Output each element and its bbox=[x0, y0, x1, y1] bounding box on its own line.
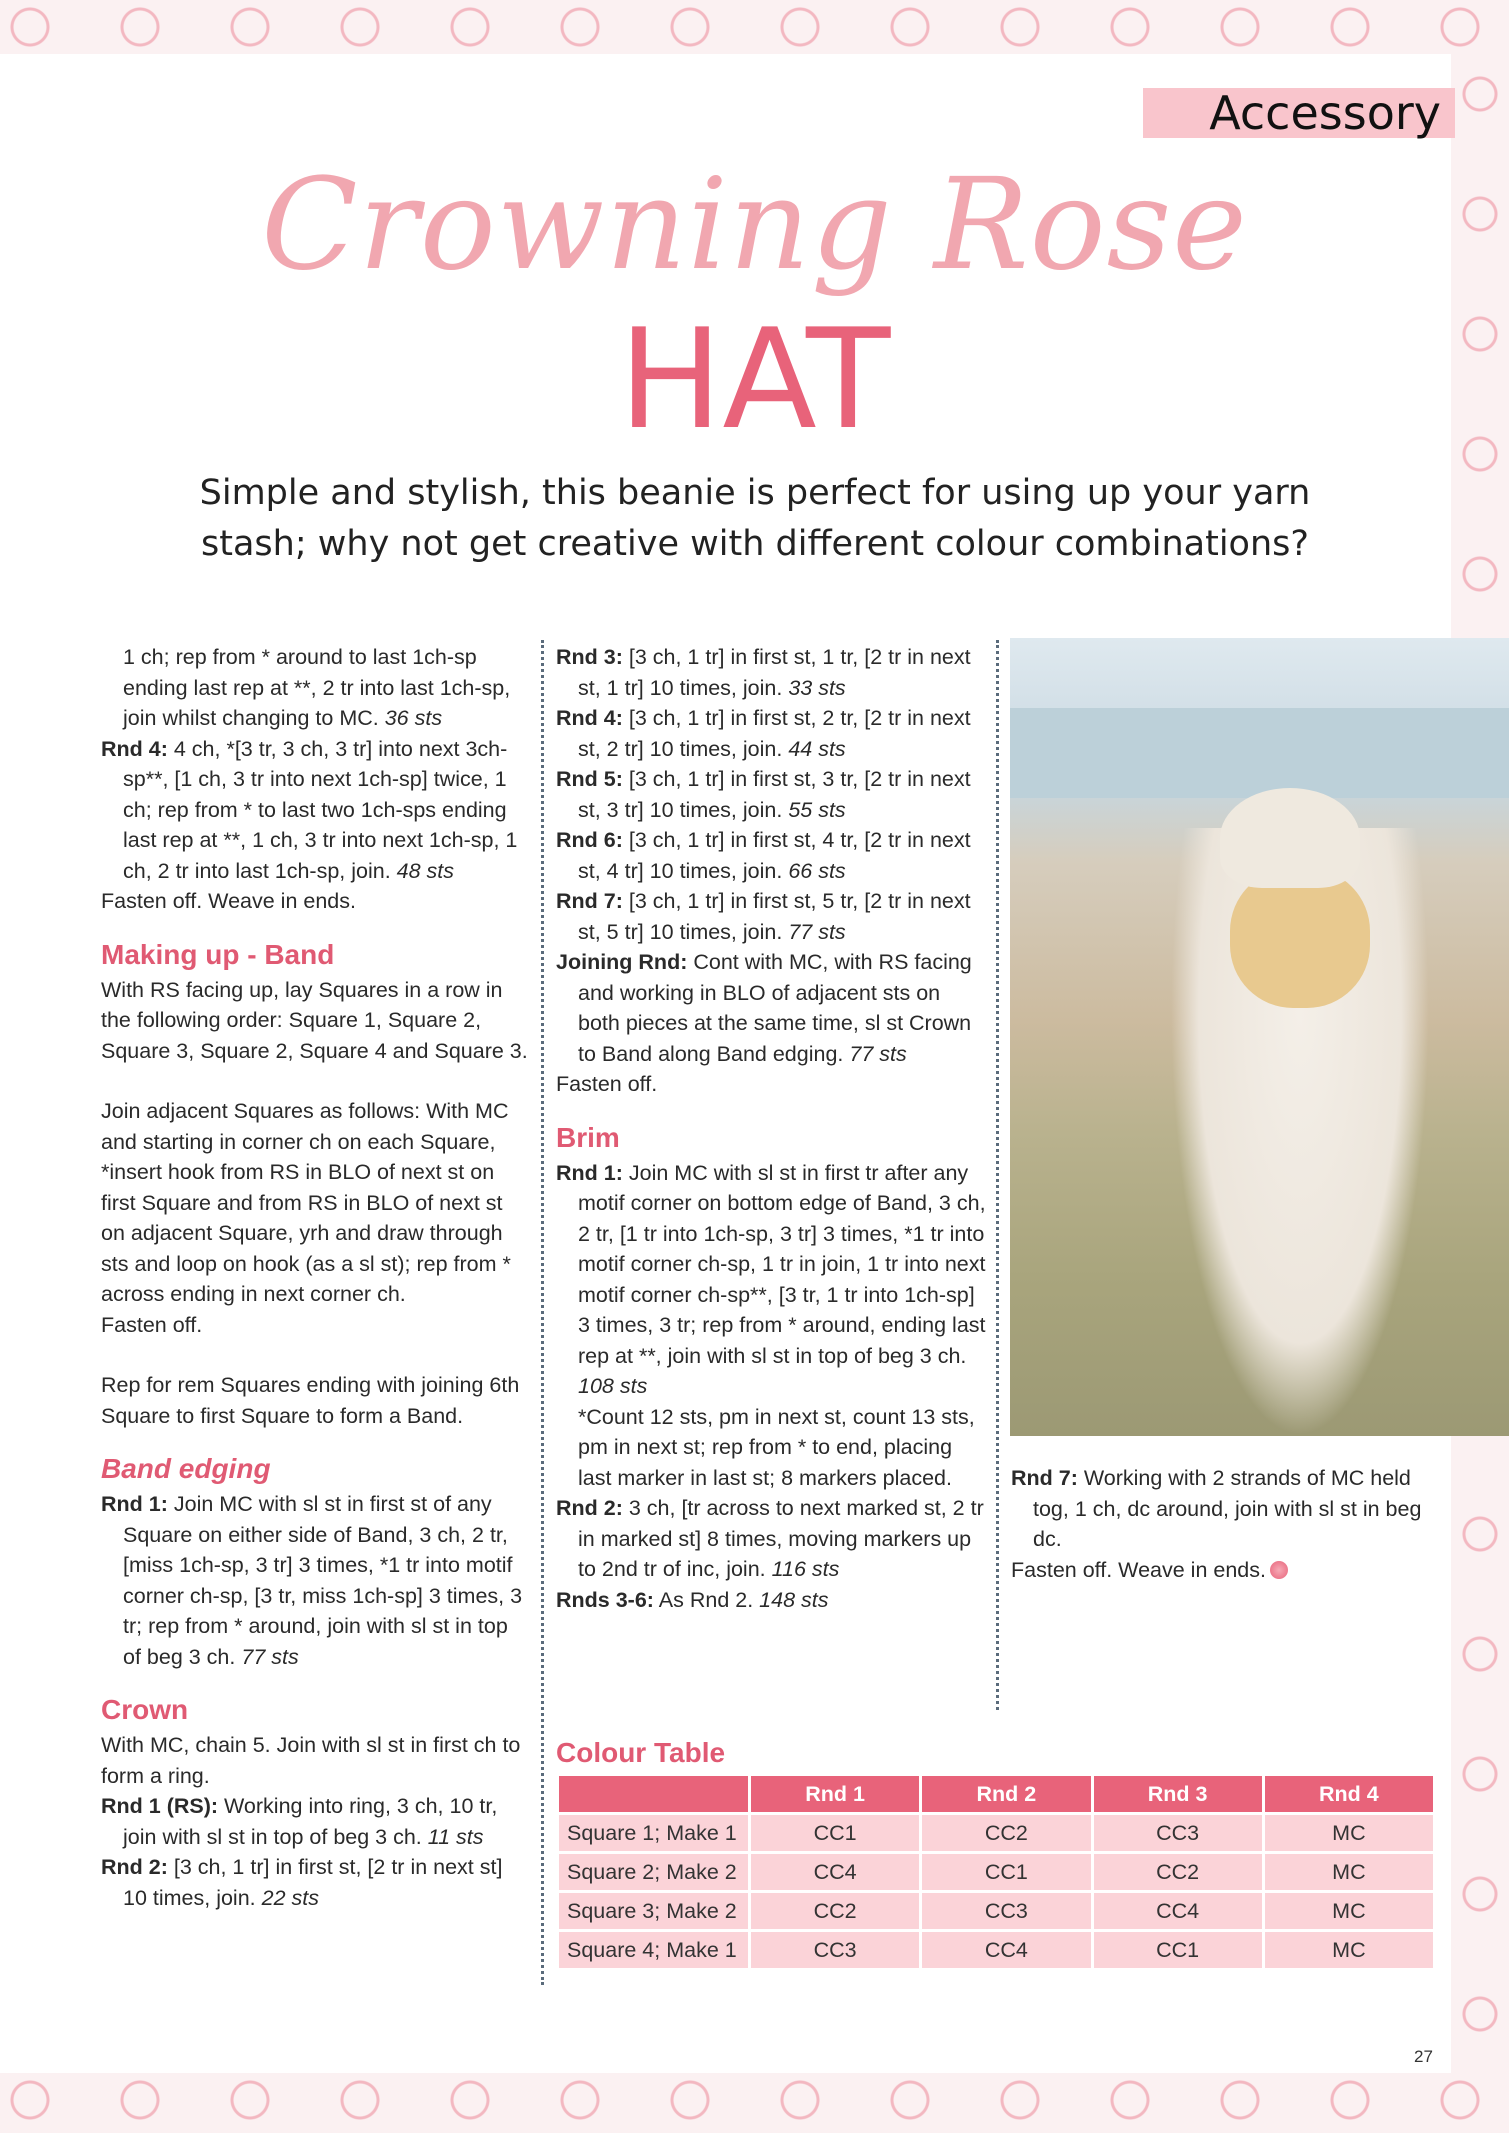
column-3 bbox=[1011, 1463, 1441, 1585]
colour-table bbox=[556, 1773, 1436, 1971]
band-edging-heading: Band edging bbox=[101, 1453, 271, 1484]
pattern-row: Rnd 7: [3 ch, 1 tr] in first st, 5 tr, [2 tr in next st, 5 tr] 10 times, join. 77 sts bbox=[556, 889, 971, 944]
making-up-paragraph: Join adjacent Squares as follows: With MC and starting in corner ch on each Square, *insert hook from RS in BLO of next st on first Square and from RS in BLO of next st on adjacent Square, yrh and draw through sts and loop on hook (as a sl st); rep from * across ending in next corner ch. bbox=[101, 1099, 511, 1306]
making-up-heading: Making up - Band bbox=[101, 938, 335, 970]
table-row bbox=[559, 1932, 1433, 1968]
pattern-row: 1 ch; rep from * around to last 1ch-sp ending last rep at **, 2 tr into last 1ch-sp, join whilst changing to MC. 36 sts bbox=[123, 645, 511, 730]
table-cell: MC bbox=[1265, 1932, 1433, 1968]
table-cell: CC1 bbox=[751, 1815, 919, 1851]
decorative-border-bottom bbox=[0, 2073, 1509, 2133]
fasten-off-text: Fasten off. Weave in ends. bbox=[101, 889, 356, 913]
pattern-row: Rnd 2: 3 ch, [tr across to next marked st, 2 tr in marked st] 8 times, moving markers up to 2nd tr of inc, join. 116 sts bbox=[556, 1496, 984, 1581]
table-cell: CC4 bbox=[751, 1854, 919, 1890]
table-cell: Square 3; Make 2 bbox=[559, 1893, 748, 1929]
pattern-row: Rnd 1: Join MC with sl st in first st of any Square on either side of Band, 3 ch, 2 tr, [miss 1ch-sp, 3 tr] 3 times, *1 tr into motif corner ch-sp, [3 tr, miss 1ch-sp] 3 times, 3 tr; rep from * around, join with sl st in top of beg 3 ch. 77 sts bbox=[101, 1492, 523, 1669]
table-header-cell bbox=[559, 1776, 748, 1812]
table-cell: CC2 bbox=[1094, 1854, 1262, 1890]
table-cell: Square 2; Make 2 bbox=[559, 1854, 748, 1890]
table-cell: CC2 bbox=[922, 1815, 1090, 1851]
brim-heading: Brim bbox=[556, 1121, 620, 1153]
fasten-off-text: Fasten off. Weave in ends. bbox=[1011, 1555, 1441, 1586]
column-divider bbox=[996, 640, 999, 1710]
pattern-row: Rnd 7: Working with 2 strands of MC held tog, 1 ch, dc around, join with sl st in beg dc. bbox=[1011, 1466, 1422, 1551]
table-cell: CC1 bbox=[922, 1854, 1090, 1890]
table-row bbox=[559, 1815, 1433, 1851]
table-cell: CC3 bbox=[1094, 1815, 1262, 1851]
table-cell: CC3 bbox=[922, 1893, 1090, 1929]
colour-table-header-row bbox=[559, 1776, 1433, 1812]
table-header-cell: Rnd 4 bbox=[1265, 1776, 1433, 1812]
pattern-row: Rnds 3-6: As Rnd 2. 148 sts bbox=[556, 1587, 829, 1612]
pattern-row: Rnd 6: [3 ch, 1 tr] in first st, 4 tr, [2 tr in next st, 4 tr] 10 times, join. 66 sts bbox=[556, 828, 971, 883]
fasten-off-text: Fasten off. bbox=[556, 1072, 658, 1096]
column-divider bbox=[541, 640, 544, 1985]
table-header-cell: Rnd 2 bbox=[922, 1776, 1090, 1812]
pattern-row: *Count 12 sts, pm in next st, count 13 sts, pm in next st; rep from * to end, placing last marker in last st; 8 markers placed. bbox=[578, 1404, 975, 1490]
making-up-paragraph: With RS facing up, lay Squares in a row in the following order: Square 1, Square 2, Square 3, Square 2, Square 4 and Square 3. bbox=[101, 977, 528, 1063]
table-cell: CC4 bbox=[1094, 1893, 1262, 1929]
page-number: 27 bbox=[1414, 2047, 1433, 2066]
table-cell: CC4 bbox=[922, 1932, 1090, 1968]
colour-table-title: Colour Table bbox=[556, 1737, 726, 1768]
title-main: HAT bbox=[618, 299, 891, 460]
column-1 bbox=[101, 642, 531, 1913]
standfirst: Simple and stylish, this beanie is perfect for using up your yarn stash; why not get creative with different colour combinations? bbox=[199, 473, 1311, 564]
photo-sea bbox=[1010, 708, 1509, 798]
pattern-row: Rnd 4: 4 ch, *[3 tr, 3 ch, 3 tr] into next 3ch-sp**, [1 ch, 3 tr into next 1ch-sp] twice, 1 ch; rep from * to last two 1ch-sps ending last rep at **, 1 ch, 3 tr into next 1ch-sp, 1 ch, 2 tr into last 1ch-sp, join. 48 sts bbox=[101, 736, 518, 883]
crown-intro: With MC, chain 5. Join with sl st in first ch to form a ring. bbox=[101, 1733, 521, 1788]
pattern-row: Rnd 2: [3 ch, 1 tr] in first st, [2 tr in next st] 10 times, join. 22 sts bbox=[101, 1855, 503, 1910]
fasten-off-text: Fasten off. bbox=[101, 1312, 203, 1337]
pattern-row: Rnd 4: [3 ch, 1 tr] in first st, 2 tr, [2 tr in next st, 2 tr] 10 times, join. 44 sts bbox=[556, 706, 971, 761]
pattern-row: Joining Rnd: Cont with MC, with RS facing and working in BLO of adjacent sts on both pieces at the same time, sl st Crown to Band along Band edging. 77 sts bbox=[556, 950, 972, 1066]
section-tag: Accessory bbox=[1143, 88, 1455, 138]
pattern-row: Rnd 3: [3 ch, 1 tr] in first st, 1 tr, [2 tr in next st, 1 tr] 10 times, join. 33 sts bbox=[556, 645, 971, 700]
table-cell: CC2 bbox=[751, 1893, 919, 1929]
table-cell: MC bbox=[1265, 1854, 1433, 1890]
title-script: Crowning Rose bbox=[261, 151, 1248, 298]
table-cell: CC3 bbox=[751, 1932, 919, 1968]
pattern-row: Rnd 1 (RS): Working into ring, 3 ch, 10 tr, join with sl st in top of beg 3 ch. 11 sts bbox=[101, 1794, 498, 1849]
table-header-cell: Rnd 1 bbox=[751, 1776, 919, 1812]
table-row bbox=[559, 1893, 1433, 1929]
table-row bbox=[559, 1854, 1433, 1890]
decorative-border-top bbox=[0, 0, 1509, 54]
making-up-paragraph: Rep for rem Squares ending with joining 6th Square to first Square to form a Band. bbox=[101, 1373, 520, 1428]
photo-hat bbox=[1220, 788, 1360, 888]
pattern-row: Rnd 5: [3 ch, 1 tr] in first st, 3 tr, [2 tr in next st, 3 tr] 10 times, join. 55 sts bbox=[556, 767, 971, 822]
table-header-cell: Rnd 3 bbox=[1094, 1776, 1262, 1812]
table-cell: MC bbox=[1265, 1893, 1433, 1929]
model-photo bbox=[1010, 638, 1509, 1436]
table-cell: MC bbox=[1265, 1815, 1433, 1851]
table-cell: Square 1; Make 1 bbox=[559, 1815, 748, 1851]
column-2 bbox=[556, 642, 986, 1615]
table-cell: CC1 bbox=[1094, 1932, 1262, 1968]
table-cell: Square 4; Make 1 bbox=[559, 1932, 748, 1968]
pattern-row: Rnd 1: Join MC with sl st in first tr after any motif corner on bottom edge of Band, 3 ch, 2 tr, [1 tr into 1ch-sp, 3 tr] 3 times, *1 tr into motif corner ch-sp, 1 tr in join, 1 tr into next motif corner ch-sp**, [3 tr, 1 tr into 1ch-sp] 3 times, 3 tr; rep from * around, ending last rep at **, join with sl st in top of beg 3 ch. 108 sts bbox=[556, 1160, 986, 1398]
crown-heading: Crown bbox=[101, 1694, 189, 1725]
photo-hair bbox=[1230, 868, 1370, 1008]
yarn-ball-icon bbox=[1270, 1561, 1288, 1579]
